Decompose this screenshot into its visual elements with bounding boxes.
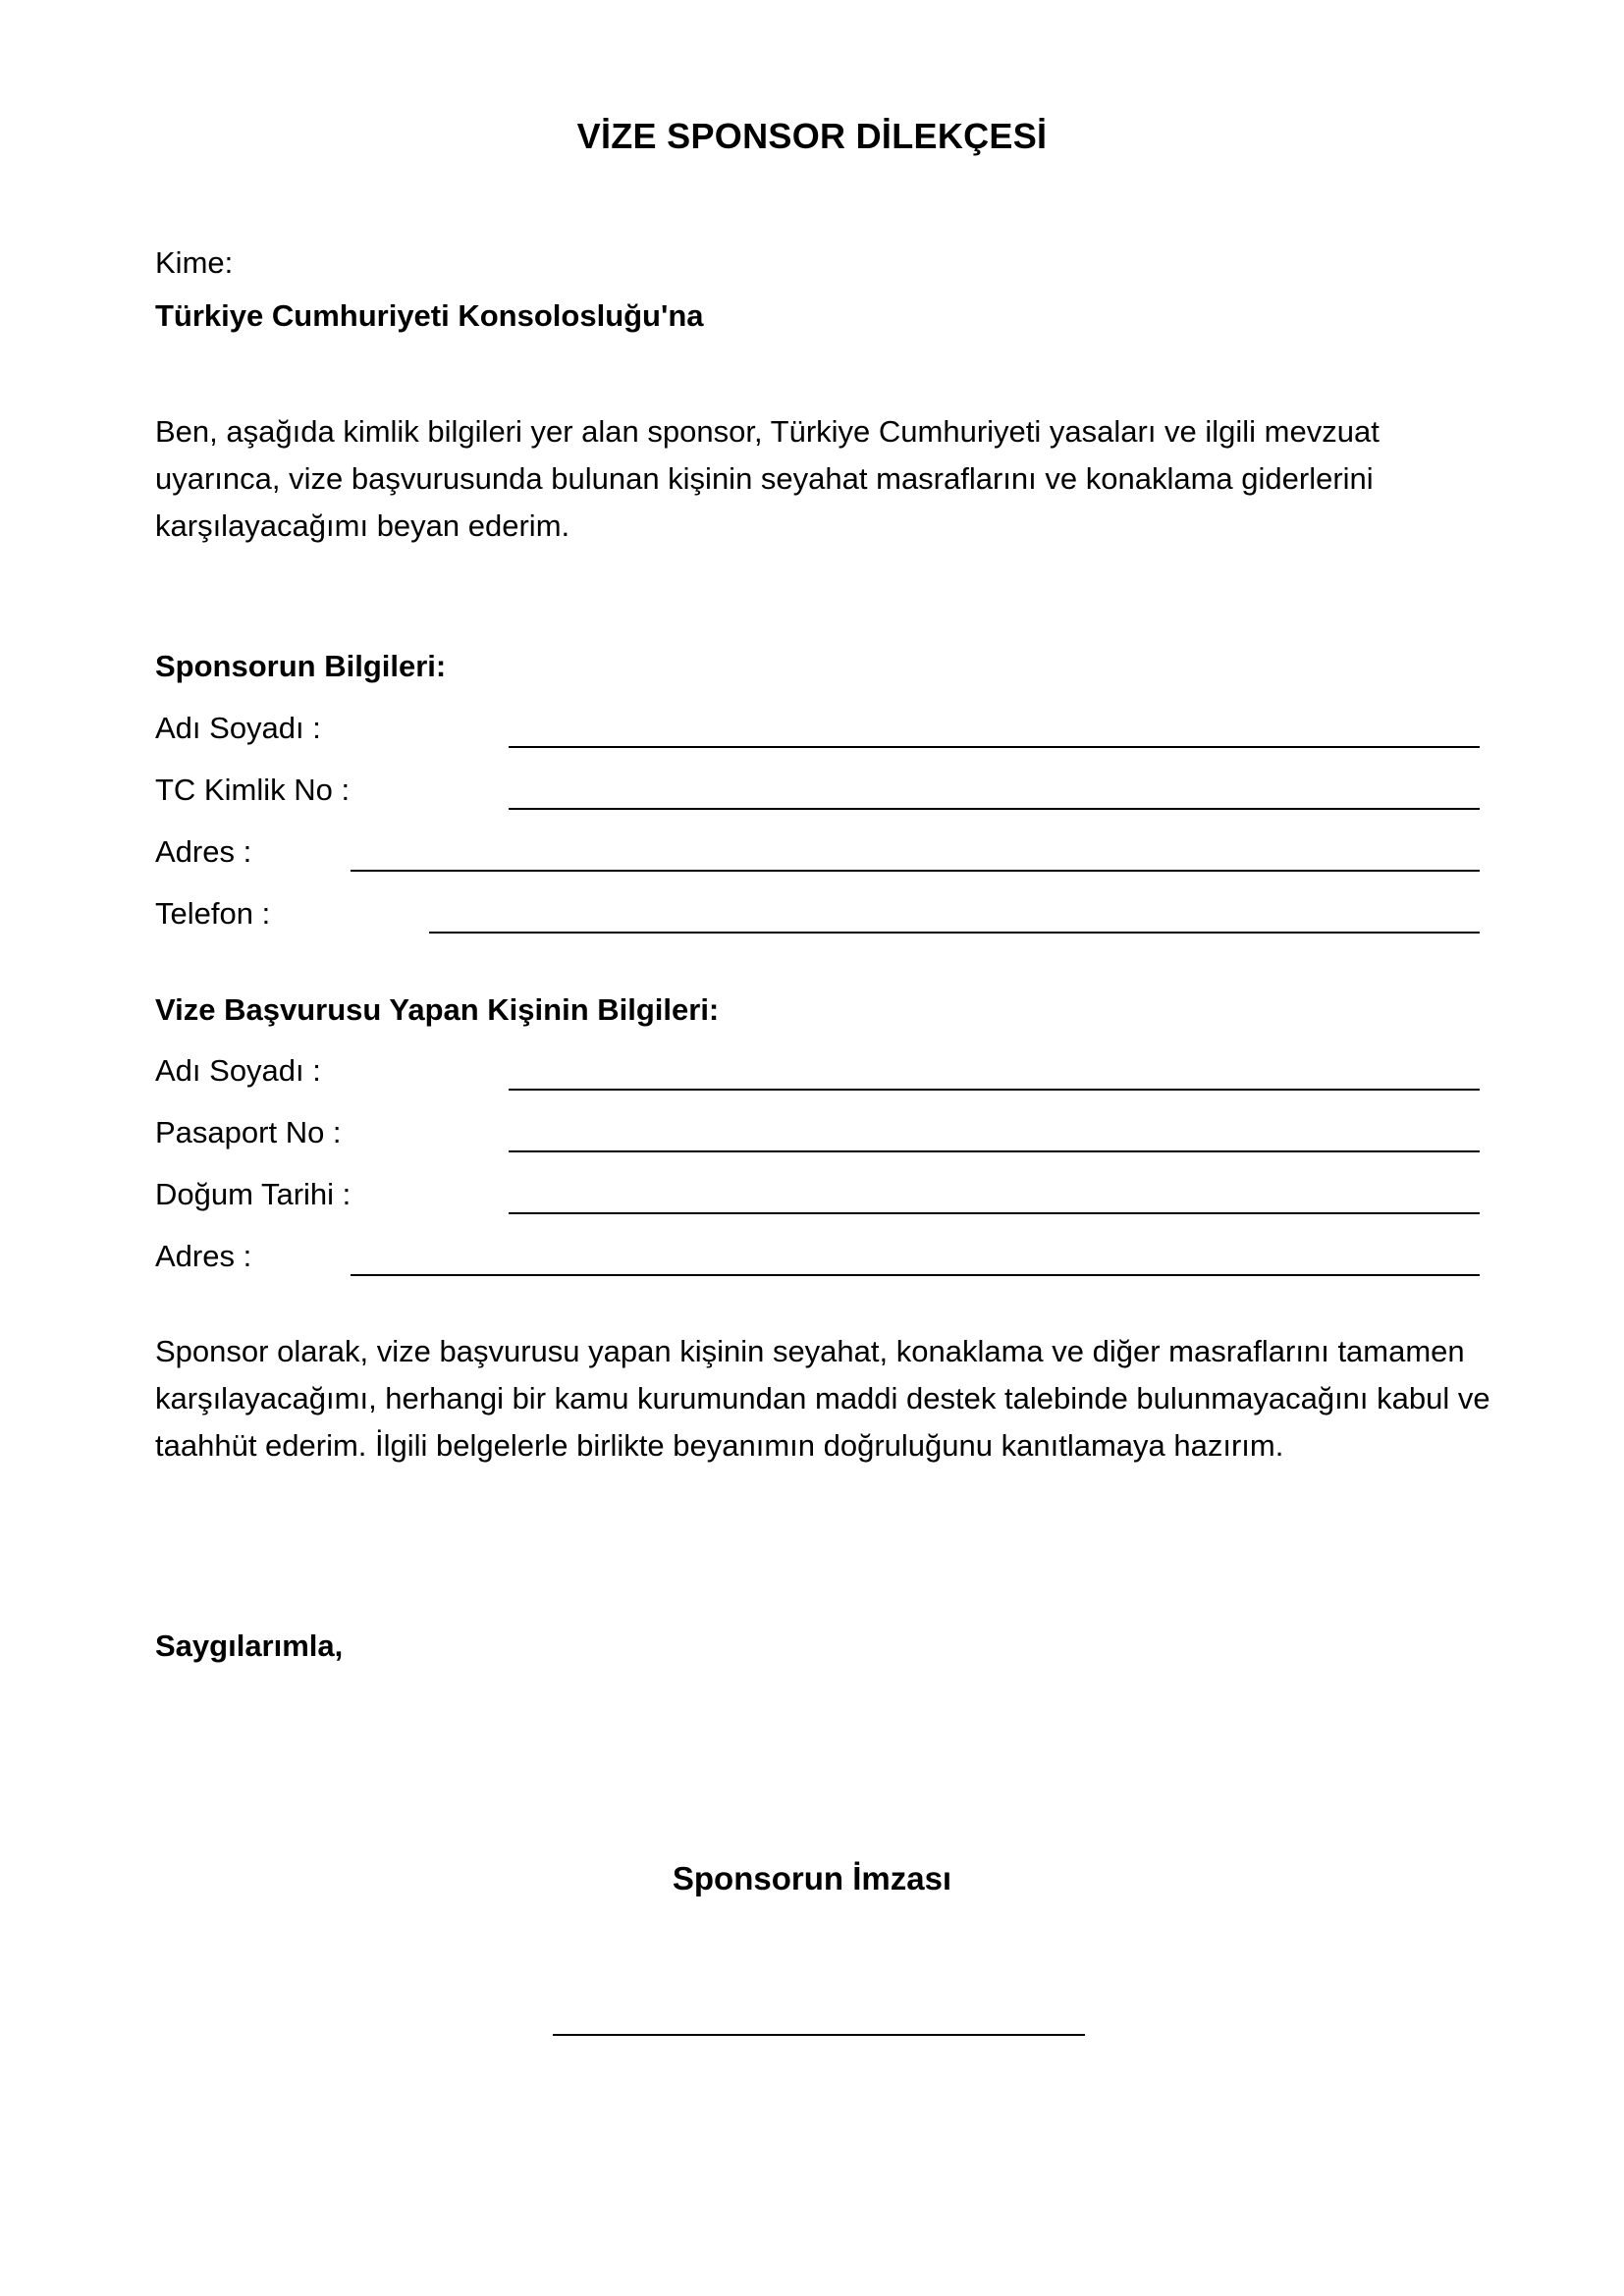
applicant-birthdate-field[interactable] [511, 1159, 1478, 1210]
sponsor-address-label: Adres : [155, 834, 252, 869]
to-label: Kime: [155, 245, 234, 280]
applicant-address-label: Adres : [155, 1239, 252, 1273]
sponsor-section-heading: Sponsorun Bilgileri: [155, 649, 447, 683]
applicant-birthdate-label: Doğum Tarihi : [155, 1177, 352, 1211]
applicant-name-underline [509, 1089, 1480, 1091]
applicant-passport-label: Pasaport No : [155, 1115, 342, 1149]
sponsor-name-underline [509, 746, 1480, 748]
signature-field[interactable] [555, 1979, 1083, 2030]
closing: Saygılarımla, [155, 1629, 344, 1663]
applicant-passport-underline [509, 1150, 1480, 1152]
signature-label: Sponsorun İmzası [672, 1860, 952, 1896]
intro-paragraph: Ben, aşağıda kimlik bilgileri yer alan sponsor, Türkiye Cumhuriyeti yasaları ve ilgili mevzuat uyarınca, vize başvurusunda bulunan kişinin seyahat masraflarını ve konaklama giderlerini karşılayacağımı beyan ederim. [155, 414, 1380, 543]
signature-line [553, 2034, 1085, 2036]
applicant-passport-field[interactable] [511, 1097, 1478, 1148]
recipient: Türkiye Cumhuriyeti Konsolosluğu'na [155, 298, 704, 333]
applicant-address-field[interactable] [353, 1221, 1478, 1272]
commitment-paragraph: Sponsor olarak, vize başvurusu yapan kişinin seyahat, konaklama ve diğer masraflarını tamamen karşılayacağımı, herhangi bir kamu kurumundan maddi destek talebinde bulunmayacağını kabul ve taahhüt ederim. İlgili belgelerle birlikte beyanımın doğruluğunu kanıtlamaya hazırım. [155, 1334, 1490, 1463]
applicant-name-label: Adı Soyadı : [155, 1053, 321, 1088]
applicant-section-heading: Vize Başvurusu Yapan Kişinin Bilgileri: [155, 992, 720, 1027]
applicant-birthdate-underline [509, 1212, 1480, 1214]
sponsor-tc-field[interactable] [511, 755, 1478, 806]
sponsor-tc-underline [509, 808, 1480, 810]
applicant-address-underline [351, 1274, 1480, 1276]
sponsor-address-field[interactable] [353, 817, 1478, 868]
sponsor-name-field[interactable] [511, 693, 1478, 744]
sponsor-name-label: Adı Soyadı : [155, 711, 321, 745]
page-title: VİZE SPONSOR DİLEKÇESİ [576, 116, 1048, 156]
sponsor-address-underline [351, 870, 1480, 872]
applicant-name-field[interactable] [511, 1036, 1478, 1087]
sponsor-phone-underline [429, 932, 1480, 934]
sponsor-phone-field[interactable] [432, 879, 1478, 930]
sponsor-phone-label: Telefon : [155, 896, 271, 931]
sponsor-tc-label: TC Kimlik No : [155, 773, 351, 807]
